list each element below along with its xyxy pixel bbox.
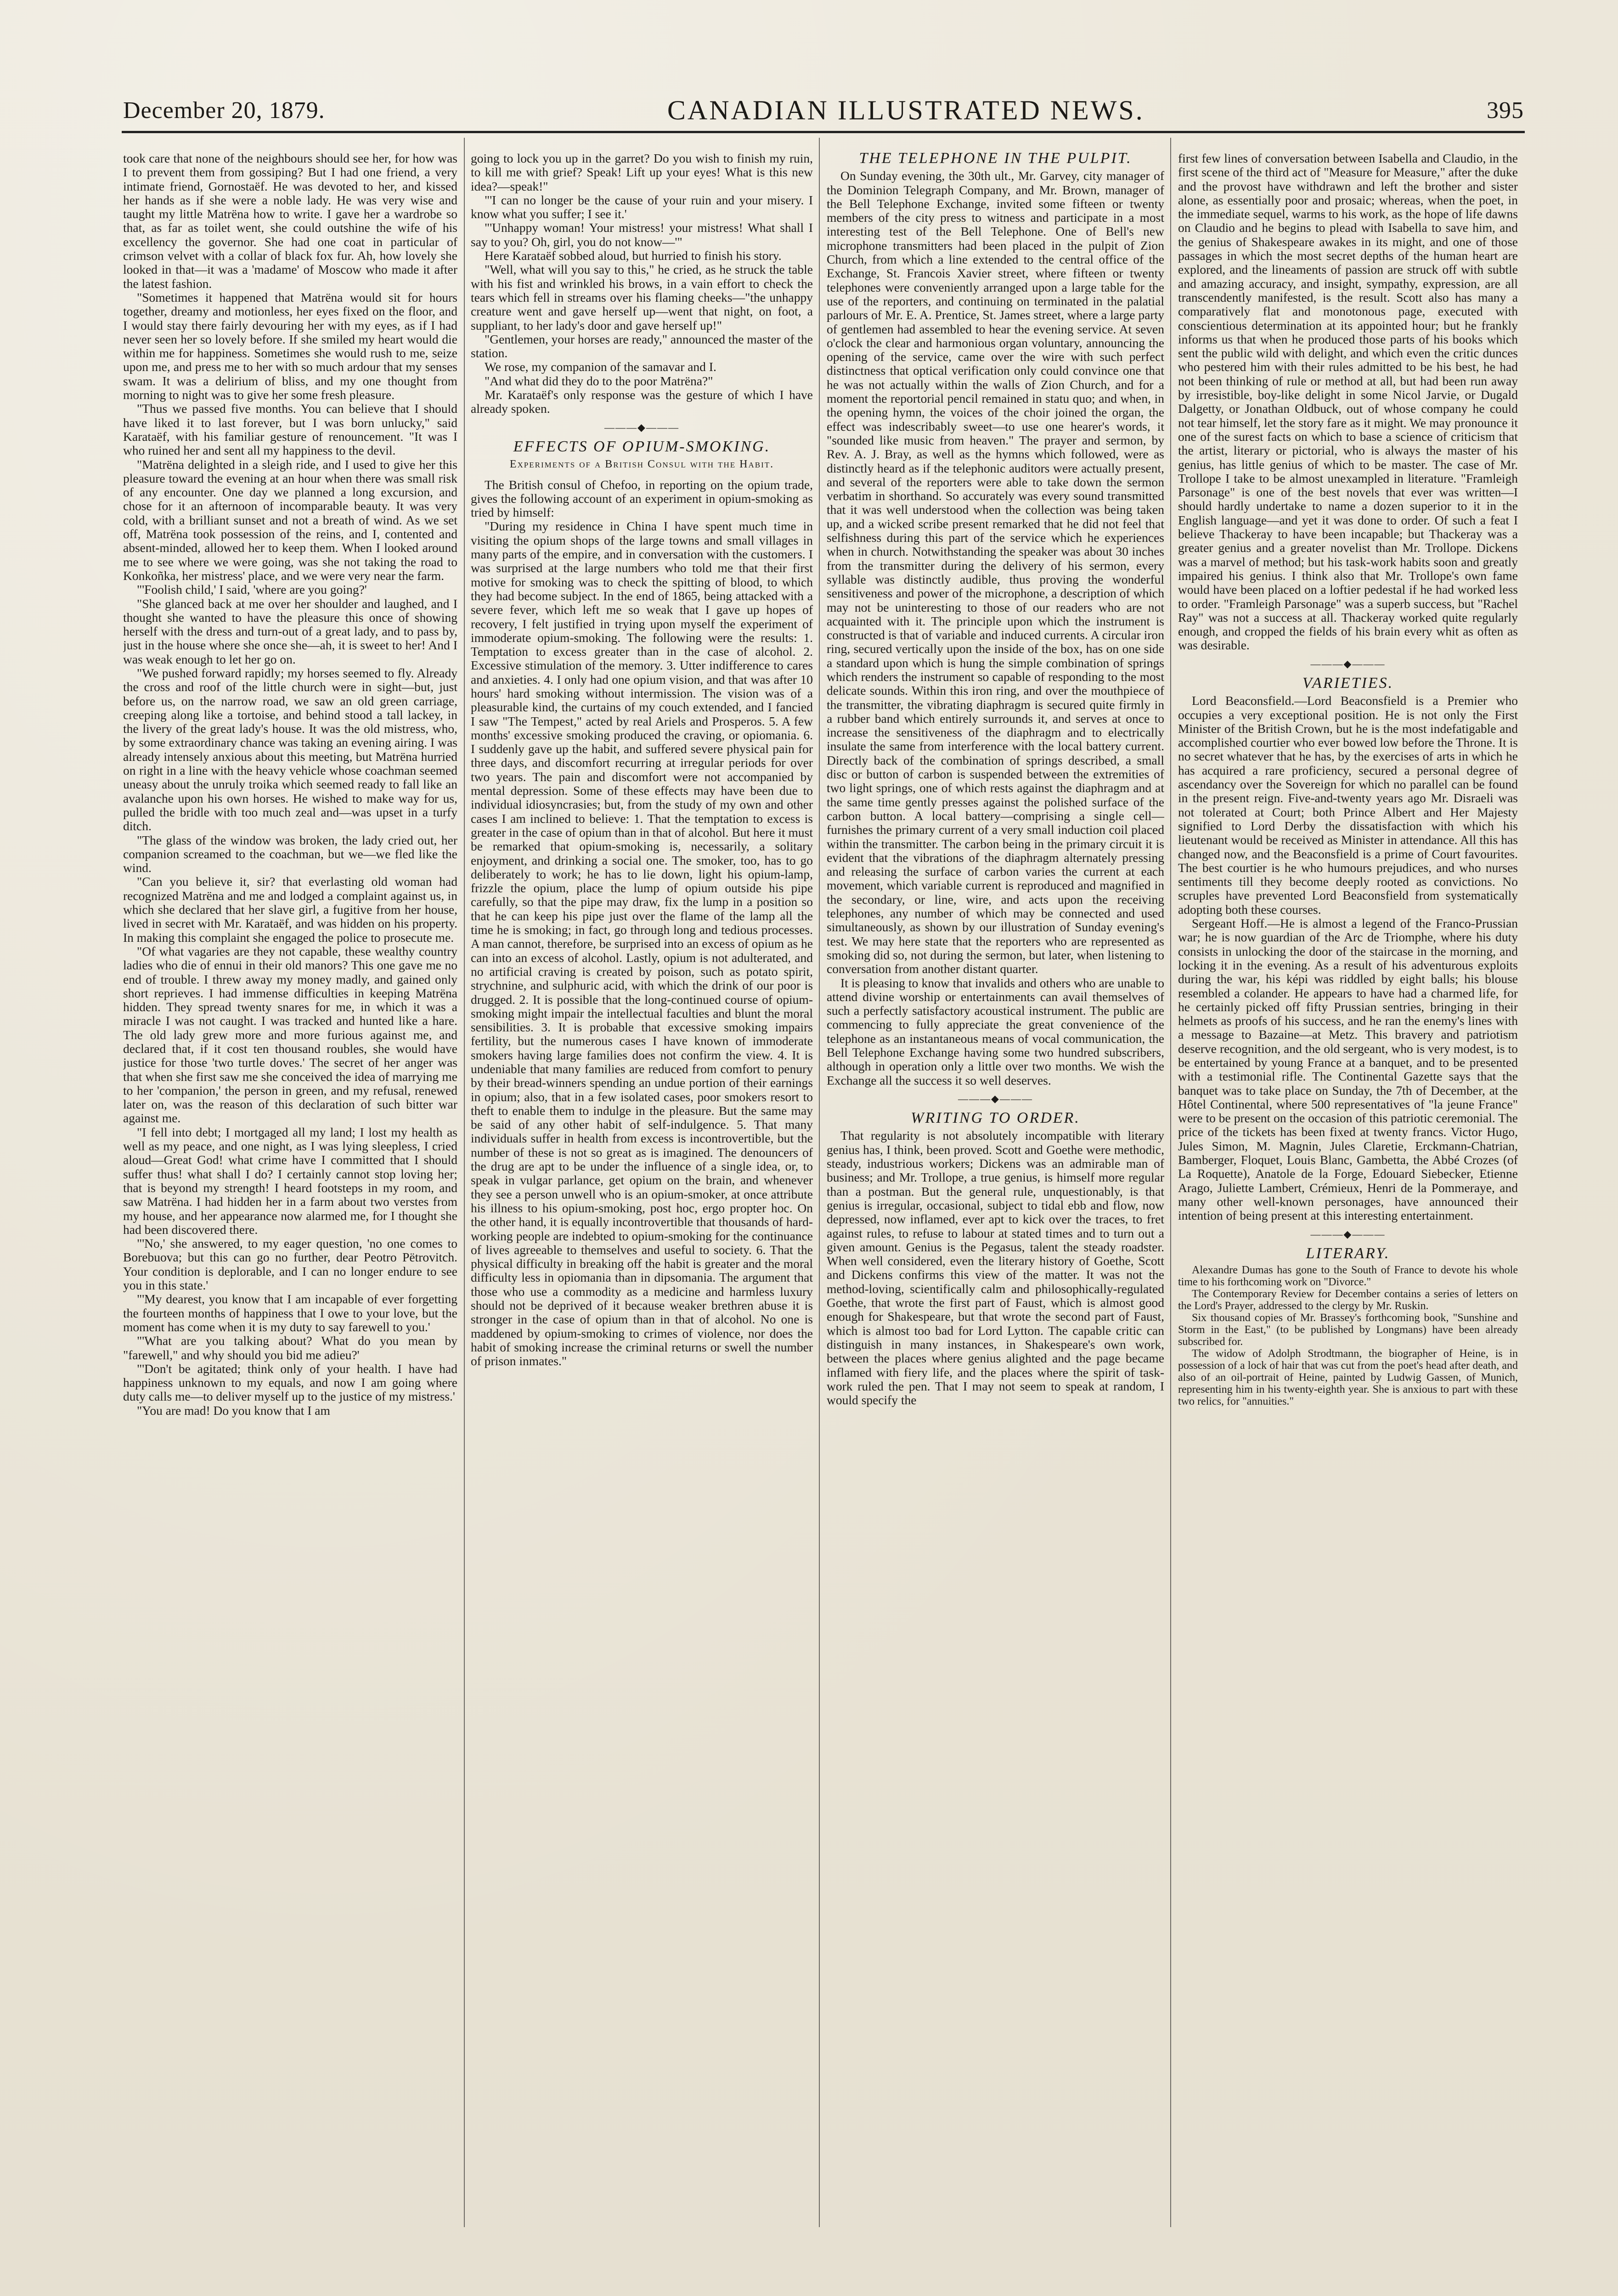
paragraph: first few lines of conversation between Isabella and Claudio, in the first scene of the third act of "Measure for Measure," after the duke and the provost have withdrawn and left the brother and sister alone, as essentially poor and prosaic; whereas, when the poet, in the immediate sequel, warms to his work, as the hope of life dawns on Claudio and he begins to plead with Isabella to save him, and the genius of Shakespeare awakes in its might, and one of those passages in which the most secret depths of the human heart are explored, and the lineaments of passion are struck off with subtle and amazing accuracy, and insight, sympathy, expression, are all transcendently manifested, is the result. Scott also has many a comparatively flat and monotonous page, executed with conscientious determination at its appointed hour; but he frankly informs us that when he produced those parts of his books which sent the public wild with delight, and which even the critic dunces who pestered him with their rules admitted to be his best, he had not been thinking of rule or method at all, but had been run away by irresistible, boy-like delight in some Nicol Jarvie, or Dugald Dalgetty, or Jonathan Oldbuck, out of whose company he could not tear himself, let the story fare as it might. We may pronounce it one of the surest facts on which to base a science of criticism that the artist, literary or pictorial, who is always the master of his genius, has little genius of which to be master. The case of Mr. Trollope I take to be almost unexampled in literature. "Framleigh Parsonage" is one of the best novels that ever was written—I should hardly undertake to name a dozen superior to it in the English language—and yet it was done to order. Of such a feat I believe Thackeray to have been incapable; but Thackeray was a greater genius and a greater novelist than Mr. Trollope. Dickens was a marvel of method; but his task-work habits soon and greatly impaired his genius. I think also that Mr. Trollope's own fame would have been placed on a loftier pedestal if he had worked less to order. "Framleigh Parsonage" was a superb success, but "Rachel Ray" was not a success at all. Thackeray worked quite regularly enough, and cropped the fields of his brain every whit as often as was desirable. bbox=[1178, 152, 1518, 653]
column-rule bbox=[819, 138, 820, 2227]
header-rule bbox=[122, 131, 1525, 133]
section-title-literary: LITERARY. bbox=[1306, 1244, 1390, 1262]
section-title-opium: EFFECTS OF OPIUM-SMOKING. bbox=[513, 438, 771, 455]
page-header bbox=[123, 94, 1524, 126]
paragraph: "Sometimes it happened that Matrëna would sit for hours together, dreamy and motionless, her eyes fixed on the floor, and I would stay there fairly devouring her with my eyes, as if I had never seen her so lovely before. If she smiled my heart would die within me for happiness. Sometimes she would rush to me, seize upon me, and press me to her with so much ardour that my senses swam. It was a delirium of bliss, and my one thought from morning to night was to give her some fresh pleasure. bbox=[123, 290, 457, 402]
paragraph: The British consul of Chefoo, in reporting on the opium trade, gives the following account of an experiment in opium-smoking as tried by himself: bbox=[471, 477, 813, 520]
paragraph: The Contemporary Review for December contains a series of letters on the Lord's Prayer, addressed to the clergy by Mr. Ruskin. bbox=[1178, 1288, 1518, 1312]
ornamental-divider: ———◆——— bbox=[958, 1092, 1033, 1104]
paragraph: "Of what vagaries are they not capable, these wealthy country ladies who die of ennui in their old manors? This one gave me no end of trouble. I threw away my money madly, and gained only short reprieves. I had immense difficulties in keeping Matrëna hidden. They spread twenty snares for me, in which it was a miracle I was not caught. I was tracked and hunted like a hare. The old lady grew more and more furious against me, and declared that, if it cost ten thousand roubles, she would have justice for those 'two turtle doves.' The secret of her anger was that when she first saw me she conceived the idea of marrying me to her 'companion,' the person in green, and my refusal, renewed later on, was the reason of this declaration of such bitter war against me. bbox=[123, 944, 457, 1125]
paragraph: "She glanced back at me over her shoulder and laughed, and I thought she wanted to have the pleasure this once of showing herself with the dress and turn-out of a great lady, and to pass by, just in the house where she once she—ah, it is sweet to her! And I was weak enough to let her go on. bbox=[123, 596, 457, 666]
paragraph: "'Don't be agitated; think only of your health. I have had happiness unknown to my equals, and now I am going where duty calls me—to deliver myself up to the justice of my mistress.' bbox=[123, 1361, 457, 1404]
column-1 bbox=[123, 152, 457, 2227]
paragraph: "The glass of the window was broken, the lady cried out, her companion screamed to the coachman, but we—we fled like the wind. bbox=[123, 833, 457, 875]
paragraph: Lord Beaconsfield.—Lord Beaconsfield is a Premier who occupies a very exceptional position. He is not only the First Minister of the British Crown, but he is the most indefatigable and accomplished courtier who ever bowed low before the Throne. It is no secret whatever that he has, by the exercises of arts in which he has acquired a rare proficiency, secured a personal degree of ascendancy over the Sovereign for which no parallel can be found in the present reign. Five-and-twenty years ago Mr. Disraeli was not tolerated at Court; both Prince Albert and Her Majesty signified to Lord Derby the dissatisfaction with which his lieutenant would be received as Minister in attendance. All this has changed now, and the Beaconsfield is a prime of Court favourites. The best courtier is he who humours prejudices, and who nurses sentiments till they become deeply rooted as convictions. No scruples have prevented Lord Beaconsfield from systematically adopting both these courses. bbox=[1178, 693, 1518, 917]
paragraph: "Matrëna delighted in a sleigh ride, and I used to give her this pleasure toward the evening at an hour when there was small risk of any encounter. One day we planned a long excursion, and chose for it an afternoon of incomparable beauty. It was very cold, with a brilliant sunset and not a breath of wind. As we set off, Matrëna took possession of the reins, and I, contented and absent-minded, allowed her to keep them. When I looked around me to see where we were going, was she not taking the road to Konkoñka, her mistress' place, and we were very near the farm. bbox=[123, 457, 457, 583]
paragraph: "'What are you talking about? What do you mean by "farewell," and why should you bid me adieu?' bbox=[123, 1334, 457, 1362]
masthead-title: CANADIAN ILLUSTRATED NEWS. bbox=[667, 95, 1144, 125]
paragraph: "We pushed forward rapidly; my horses seemed to fly. Already the cross and roof of the little church were in sight—but, just before us, on the narrow road, we saw an old green carriage, creeping along like a tortoise, and behind stood a tall lackey, in the livery of the great lady's house. It was the old mistress, who, by some extraordinary chance was taking an evening airing. I was already intensely anxious about this meeting, but Matrëna hurried on right in a line with the heavy vehicle whose coachman seemed uneasy about the unruly troika which seemed ready to fall like an avalanche upon his own horses. He wished to make way for us, pulled the bridle with too much zeal and—was upset in a turfy ditch. bbox=[123, 665, 457, 833]
section-title-varieties: VARIETIES. bbox=[1302, 674, 1394, 692]
paragraph: took care that none of the neighbours should see her, for how was I to prevent them from gossiping? But I had one friend, a very intimate friend, Gornostaëf. He was devoted to her, and kissed her hands as if she were a noble lady. He was very wise and taught my little Matrëna how to write. I gave her a wardrobe so that, as far as toilet went, she could outshine the wife of his excellency the governor. She had one coat in particular of crimson velvet with a collar of black fox fur. Ah, how lovely she looked in that—it was a 'madame' of Moscow who made it after the latest fashion. bbox=[123, 152, 457, 291]
ornamental-divider: ———◆——— bbox=[1310, 658, 1386, 670]
paragraph: It is pleasing to know that invalids and others who are unable to attend divine worship or entertainments can avail themselves of such a perfectly satisfactory acoustical instrument. The public are commencing to fully appreciate the great convenience of the telephone as an instantaneous means of vocal communication, the Bell Telephone Exchange having some two hundred subscribers, although in operation only a little over two months. We wish the Exchange all the success it so well deserves. bbox=[827, 975, 1164, 1087]
section-subtitle-opium: Experiments of a British Consul with the Habit. bbox=[509, 458, 774, 471]
section-title-writing: WRITING TO ORDER. bbox=[911, 1109, 1080, 1127]
paragraph: That regularity is not absolutely incompatible with literary genius has, I think, been proved. Scott and Goethe were methodic, steady, industrious workers; Dickens was an admirable man of business; and Mr. Trollope, a true genius, is himself more regular than a postman. But the general rule, unquestionably, is that genius is irregular, occasional, subject to tidal ebb and flow, now depressed, now inflamed, ever apt to kick over the traces, to fret against rules, to refuse to labour at stated times and to turn out a given amount. Genius is the Pegasus, talent the steady roadster. When well considered, even the literary history of Goethe, Scott and Dickens confirms this view of the matter. It was not the method-loving, scientifically calm and philosophically-regulated Goethe, that wrote the first part of Faust, which is almost good enough for Shakespeare, but that wrote the second part of Faust, which is almost too bad for Lord Lytton. The capable critic can distinguish in many instances, in Shakespeare's own work, between the places where genius alighted and the page became inflamed with fiery life, and the places where the spirit of task-work ruled the pen. That I may not seem to speak at random, I would specify the bbox=[827, 1128, 1164, 1407]
paragraph: "'No,' she answered, to my eager question, 'no one comes to Borebuova; but this can go no further, dear Peotro Pëtrovitch. Your condition is deplorable, and I can no longer endure to see you in this state.' bbox=[123, 1236, 457, 1293]
paragraph: "Gentlemen, your horses are ready," announced the master of the station. bbox=[471, 332, 813, 360]
paragraph: On Sunday evening, the 30th ult., Mr. Garvey, city manager of the Dominion Telegraph Company, and Mr. Brown, manager of the Bell Telephone Exchange, invited some fifteen or twenty members of the city press to witness and participate in a most interesting test of the Bell Telephone. One of Bell's new microphone transmitters had been placed in the pulpit of Zion Church, from which a line extended to the central office of the Exchange, St. Francois Xavier street, where fifteen or twenty telephones were conveniently arranged upon a large table for the use of the reporters, and continuing on terminated in the palatial parlours of Mr. E. A. Prentice, St. James street, where a large party of gentlemen had assembled to hear the evening service. At seven o'clock the clear and harmonious organ voluntary, announcing the opening of the service, came over the wire with such perfect distinctness that optical verification only could convince one that he was not actually within the walls of Zion Church, and for a moment the reportorial pencil remained in statu quo; and when, in the opening hymn, the voices of the choir joined the organ, the effect was indescribably sweet—to use one hearer's words, it "sounded like music from heaven." The prayer and sermon, by Rev. A. J. Bray, as well as the hymns which followed, were as distinctly heard as if the telephonic auditors were actually present, and several of the reporters were able to take down the sermon verbatim in shorthand. So accurately was every sound transmitted that it was well understood when the collection was being taken up, and a wicked scribe present remarked that he did not feel that selfishness during this part of the service which he experiences when in church. Notwithstanding the speaker was about 30 inches from the transmitter during the delivery of his sermon, every syllable was distinctly audible, thus proving the wonderful sensitiveness and power of the microphone, a description of which may not be uninteresting to those of our readers who are not acquainted with it. The principle upon which the instrument is constructed is that of variable and induced currents. A circular iron ring, secured vertically upon the inside of the box, has on one side a standard upon which is hung the simple combination of springs which renders the instrument so capable of responding to the most delicate sounds. Within this iron ring, and over the mouthpiece of the transmitter, the vibrating diaphragm is secured quite firmly in a rubber band which entirely surrounds it, and serves at once to increase the sensitiveness of the diaphragm and to electrically insulate the same from interference with the local battery current. Directly back of the combination of springs described, a small disc or button of carbon is suspended between the extremities of two light springs, one of which rests against the diaphragm and at the same time gently presses against the polished surface of the carbon button. A local battery—comprising a single cell—furnishes the primary current of a very small induction coil placed within the transmitter. The carbon being in the primary circuit it is evident that the vibrations of the diaphragm alternately pressing and releasing the surface of carbon varies the current at each movement, which variable current is reproduced and magnified in the secondary, or line, wire, and acts upon the receiving telephones, any number of which may be connected and used simultaneously, as shown by our illustration of Sunday evening's test. We may here state that the reporters who are represented as smoking did so, not during the sermon, but later, when listening to conversation from another distant quarter. bbox=[827, 169, 1164, 976]
issue-date: December 20, 1879. bbox=[123, 97, 325, 124]
paragraph: "Can you believe it, sir? that everlasting old woman had recognized Matrëna and me and lodged a complaint against us, in which she declared that her slave girl, a fugitive from her house, lived in secret with Mr. Karataëf, and was hidden on his property. In making this complaint she engaged the police to prosecute me. bbox=[123, 874, 457, 945]
paragraph: "'Foolish child,' I said, 'where are you going?' bbox=[137, 582, 367, 597]
column-3 bbox=[827, 152, 1164, 2227]
column-rule bbox=[464, 138, 465, 2227]
ornamental-divider: ———◆——— bbox=[604, 421, 679, 433]
ornamental-divider: ———◆——— bbox=[1310, 1228, 1386, 1240]
paragraph: "Thus we passed five months. You can believe that I should have liked it to last forever, but I was born unlucky," said Karataëf, with his familiar gesture of renouncement. "It was I who ruined her and sent all my happiness to the devil. bbox=[123, 401, 457, 458]
column-2 bbox=[471, 152, 813, 2227]
paragraph: Here Karataëf sobbed aloud, but hurried to finish his story. bbox=[485, 248, 782, 263]
paragraph: The widow of Adolph Strodtmann, the biographer of Heine, is in possession of a lock of hair that was cut from the poet's head after death, and also of an oil-portrait of Heine, painted by Ludwig Gassen, of Munich, representing him in his twenty-eighth year. She is anxious to part with these two relics, for "annuities." bbox=[1178, 1348, 1518, 1408]
paragraph: "I fell into debt; I mortgaged all my land; I lost my health as well as my peace, and one night, as I was lying sleepless, I cried aloud—Great God! what crime have I committed that I should suffer thus! what shall I do? I certainly cannot stop loving her; that is beyond my strength! I heard footsteps in my room, and saw Matrëna. I had hidden her in a farm about two verstes from my house, and her appearance now alarmed me, for I thought she had been discovered there. bbox=[123, 1125, 457, 1237]
paragraph: "Well, what will you say to this," he cried, as he struck the table with his fist and wrinkled his brows, in a vain effort to check the tears which fell in streams over his flaming cheeks—"the unhappy creature went and gave herself up—went that night, on foot, a suppliant, to her lady's door and gave herself up!" bbox=[471, 262, 813, 332]
paragraph: "And what did they do to the poor Matrëna?" bbox=[485, 373, 713, 388]
paragraph: "You are mad! Do you know that I am bbox=[137, 1403, 330, 1418]
column-4 bbox=[1178, 152, 1518, 2227]
paragraph: "'Unhappy woman! Your mistress! your mistress! What shall I say to you? Oh, girl, you do not know—'" bbox=[471, 220, 813, 249]
column-rule bbox=[1170, 138, 1171, 2227]
paragraph: Six thousand copies of Mr. Brassey's forthcoming book, "Sunshine and Storm in the East," (to be published by Longmans) have been already subscribed for. bbox=[1178, 1312, 1518, 1348]
paragraph: Alexandre Dumas has gone to the South of France to devote his whole time to his forthcoming work on "Divorce." bbox=[1178, 1264, 1518, 1289]
paragraph: We rose, my companion of the samavar and I. bbox=[485, 360, 716, 374]
paragraph: "'My dearest, you know that I am incapable of ever forgetting the fourteen months of happiness that I owe to your love, but the moment has come when it is my duty to say farewell to you.' bbox=[123, 1292, 457, 1334]
page-number: 395 bbox=[1487, 97, 1524, 124]
paragraph: going to lock you up in the garret? Do you wish to finish my ruin, to kill me with grief? Speak! Lift up your eyes! What is this new idea?—speak!" bbox=[471, 152, 813, 193]
paragraph: Sergeant Hoff.—He is almost a legend of the Franco-Prussian war; he is now guardian of the Arc de Triomphe, where his duty consists in unlocking the door of the staircase in the morning, and locking it in the evening. As a result of his adventurous exploits during the war, his képi was riddled by eight balls; his blouse resembled a colander. He appears to have had a charmed life, for he certainly picked off fifty Prussian sentries, bringing in their helmets as proofs of his success, and he ran the enemy's lines with a message to Bazaine—at Metz. This bravery and patriotism deserve recognition, and the old sergeant, who is very modest, is to be entertained by young France at a banquet, and to be presented with a testimonial rifle. The Continental Gazette says that the banquet was to take place on Sunday, the 7th of December, at the Hôtel Continental, where 500 representatives of "la jeune France" were to be present on the occasion of this patriotic ceremonial. The price of the tickets has been fixed at twenty francs. Victor Hugo, Jules Simon, M. Magnin, Jules Claretie, Erckmann-Chatrian, Bamberger, Floquet, Louis Blanc, Gambetta, the Abbé Crozes (of La Roquette), Anatole de la Forge, Edouard Siebecker, Etienne Arago, Juliette Lambert, Crémieux, Henri de la Pommeraye, and many other well-known personages, have announced their intention of being present at this interesting entertainment. bbox=[1178, 916, 1518, 1223]
section-title-telephone: THE TELEPHONE IN THE PULPIT. bbox=[859, 152, 1132, 167]
paragraph: Mr. Karataëf's only response was the gesture of which I have already spoken. bbox=[471, 388, 813, 416]
paragraph: "During my residence in China I have spent much time in visiting the opium shops of the large towns and small villages in many parts of the empire, and in conversation with the customers. I was surprised at the large numbers who told me that their first motive for smoking was to check the spitting of blood, to which they had become subject. In the end of 1865, being attacked with a severe fever, which left me so weak that I gave up hopes of recovery, I felt justified in trying upon myself the experiment of immoderate opium-smoking. The following were the results: 1. Temptation to excess greater than in the case of alcohol. 2. Excessive stimulation of the memory. 3. Utter indifference to cares and anxieties. 4. I only had one opium vision, and that was after 10 hours' hard smoking without intermission. The vision was of a pleasurable kind, the curtains of my couch extended, and I fancied I saw "The Tempest," acted by real Ariels and Prosperos. 5. A few months' excessive smoking produced the craving, or opiomania. 6. I suddenly gave up the habit, and suffered severe physical pain for three days, and discomfort recurring at irregular periods for over two years. The pain and discomfort were not accompanied by mental depression. Some of these effects may have been due to individual idiosyncrasies; but, from the study of my own and other cases I am inclined to believe: 1. That the temptation to excess is greater in the case of opium than in that of alcohol. But here it must be remarked that opium-smoking is, necessarily, a solitary enjoyment, and drinking a social one. The smoker, too, has to go deliberately to work; he has to lie down, light his opium-lamp, frizzle the opium, place the lump of opium outside his pipe carefully, so that the pipe may draw, fix the lump in a position so that he can keep his pipe just over the flame of the lamp all the time he is smoking; in fact, go through long and tedious processes. A man cannot, therefore, be surprised into an excess of opium as he can into an excess of alcohol. Lastly, opium is not adulterated, and no artificial craving is created by poison, such as potato spirit, strychnine, and sulphuric acid, with which the drink of our poor is drugged. 2. It is possible that the long-continued course of opium-smoking might impair the intellectual faculties and blunt the moral sensibilities. 3. It is probable that excessive smoking impairs fertility, but the numerous cases I have known of immoderate smokers having large families does not confirm the view. 4. It is undeniable that many families are reduced from comfort to penury by their bread-winners spending an undue portion of their earnings in opium; also, that in a few isolated cases, poor smokers resort to theft to enable them to indulge in the pleasure. But the same may be said of any other habit of self-indulgence. 5. That many individuals suffer in health from excess is incontrovertible, but the number of these is not so great as is imagined. The denouncers of the drug are apt to be under the influence of a single idea, or, to speak in vulgar parlance, get opium on the brain, and whenever they see a person unwell who is an opium-smoker, at once attribute his illness to his opium-smoking, post hoc, ergo propter hoc. On the other hand, it is equally incontrovertible that thousands of hard-working people are indebted to opium-smoking for the continuance of lives agreeable to themselves and useful to society. 6. That the physical difficulty in breaking off the habit is greater and the moral difficulty less in opiomania than in dipsomania. The argument that those who use a commodity as a medicine and harmless luxury should not be deprived of it because weaker brethren abuse it is stronger in the case of opium than in that of alcohol. No one is maddened by opium-smoking to crimes of violence, nor does the habit of smoking increase the criminal returns or swell the number of prison inmates." bbox=[471, 519, 813, 1368]
paragraph: "'I can no longer be the cause of your ruin and your misery. I know what you suffer; I see it.' bbox=[471, 192, 813, 221]
